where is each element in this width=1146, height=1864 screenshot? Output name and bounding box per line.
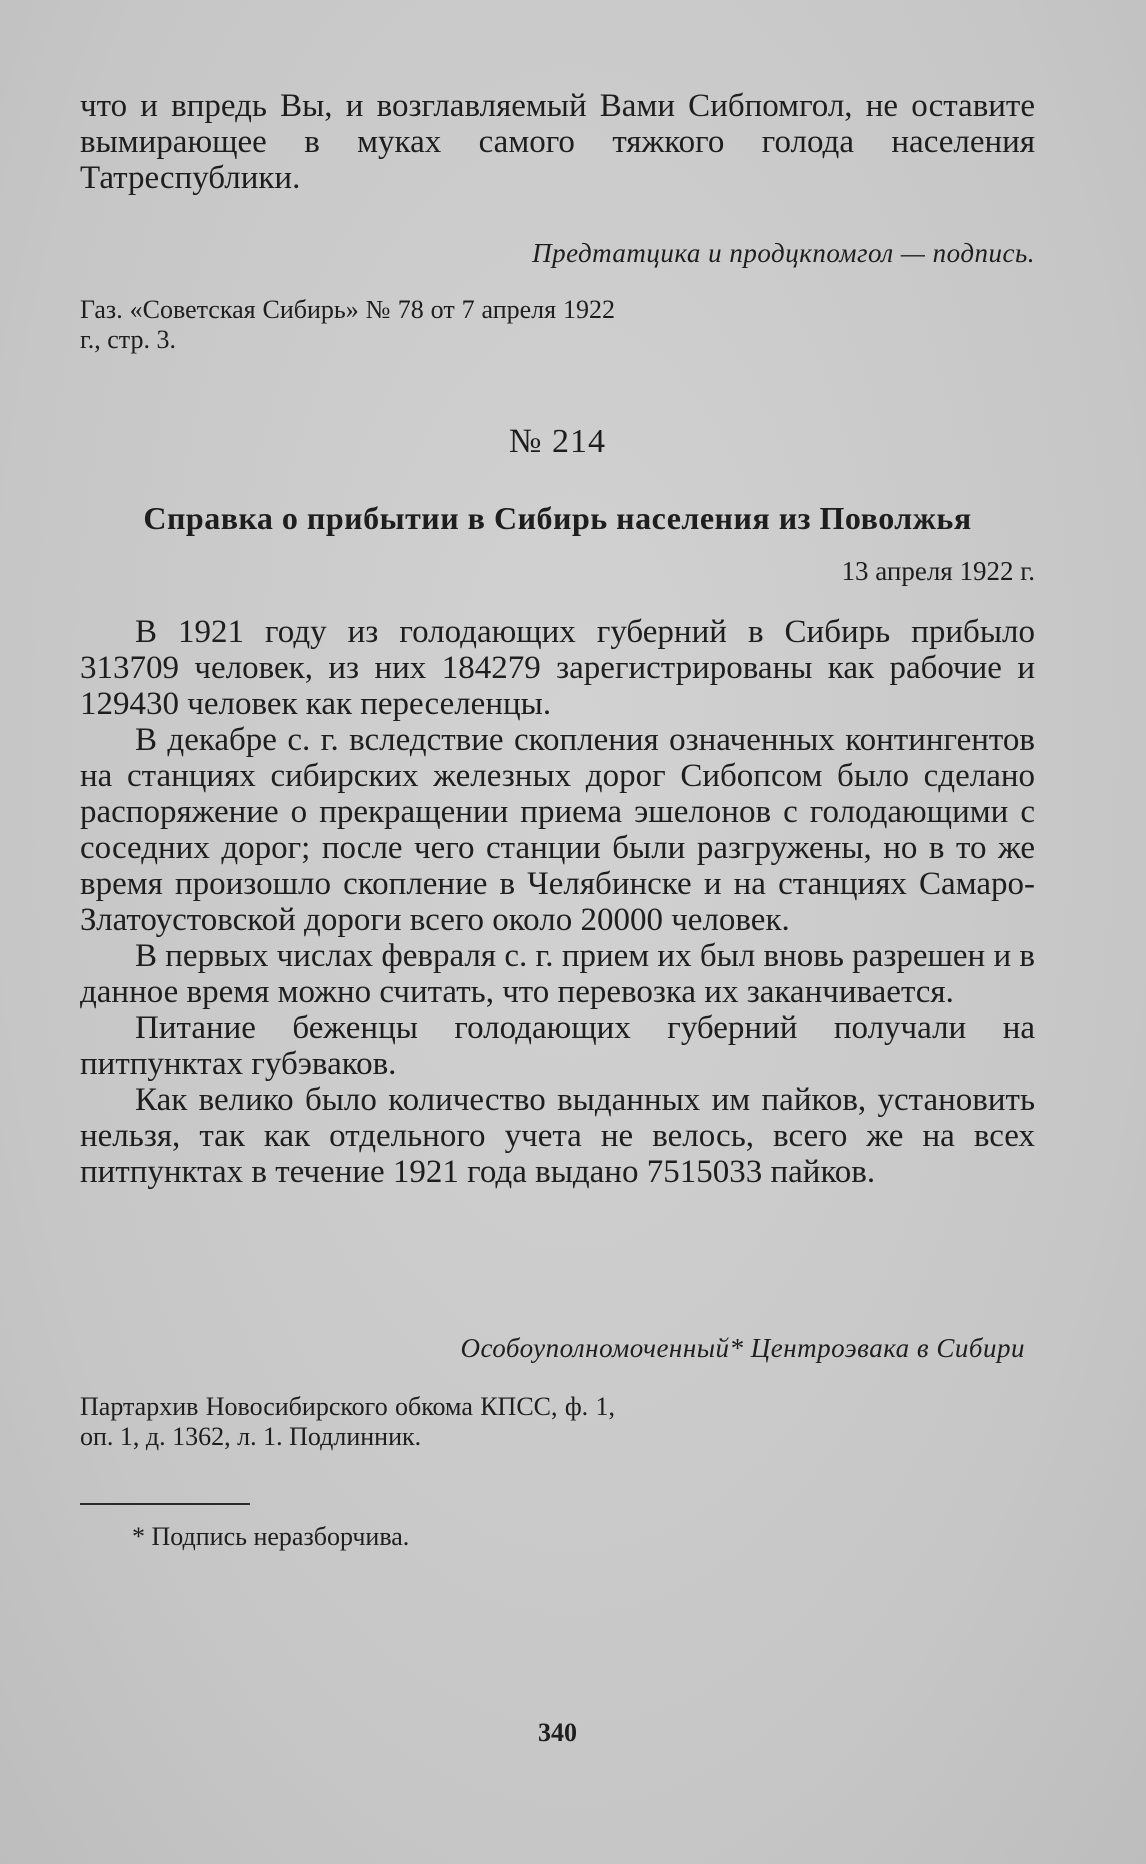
archive-source: Партархив Новосибирского обкома КПСС, ф. 1, оп. 1, д. 1362, л. 1. Подлинник.	[80, 1392, 615, 1451]
document-number-block	[80, 423, 1035, 461]
signature-block	[80, 1333, 1035, 1364]
document-title-block	[80, 500, 1035, 537]
footnote-divider	[80, 1503, 250, 1505]
top-signature-block	[80, 238, 1035, 269]
body-paragraph: В первых числах февраля с. г. прием их был вновь разрешен и в данное время можно считать, что перевозка их заканчивается.	[80, 938, 1035, 1010]
top-source: Газ. «Советская Сибирь» № 78 от 7 апреля 1922 г., стр. 3.	[80, 295, 615, 354]
top-signature: Предтатцика и продцкпомгол — подпись.	[532, 238, 1035, 268]
document-title: Справка о прибытии в Сибирь населения из Поволжья	[143, 500, 972, 536]
body-paragraph: В 1921 году из голодающих губерний в Сибирь прибыло 313709 человек, из них 184279 зарегистрированы как рабочие и 129430 человек как переселенцы.	[80, 614, 1035, 722]
document-number: № 214	[509, 423, 606, 460]
page-number-block	[80, 1718, 1035, 1748]
body-paragraph: Как велико было количество выданных им пайков, установить нельзя, так как отдельного учета не велось, всего же на всех питпунктах в течение 1921 года выдано 7515033 пайков.	[80, 1082, 1035, 1190]
document-body	[80, 614, 1035, 1190]
document-date: 13 апреля 1922 г.	[841, 556, 1035, 586]
signature: Особоуполномоченный* Центроэвака в Сибири	[460, 1333, 1025, 1363]
document-date-block	[80, 556, 1035, 587]
continued-paragraph	[80, 88, 1035, 196]
footnote-block	[132, 1522, 732, 1552]
top-source-block	[80, 295, 1035, 355]
page-number: 340	[538, 1718, 577, 1747]
footnote: * Подпись неразборчива.	[132, 1522, 410, 1551]
source-block	[80, 1392, 1035, 1452]
body-paragraph: В декабре с. г. вследствие скопления означенных контингентов на станциях сибирских железных дорог Сибопсом было сделано распоряжение о прекращении приема эшелонов с голодающими с соседних дорог; после чего станции были разгружены, но в то же время произошло скопление в Челябинске и на станциях Самаро-Златоустовской дороги всего около 20000 человек.	[80, 722, 1035, 938]
body-paragraph: Питание беженцы голодающих губерний получали на питпунктах губэваков.	[80, 1010, 1035, 1082]
top-paragraph: что и впредь Вы, и возглавляемый Вами Сибпомгол, не оставите вымирающее в муках самого тяжкого голода населения Татреспублики.	[80, 88, 1035, 196]
